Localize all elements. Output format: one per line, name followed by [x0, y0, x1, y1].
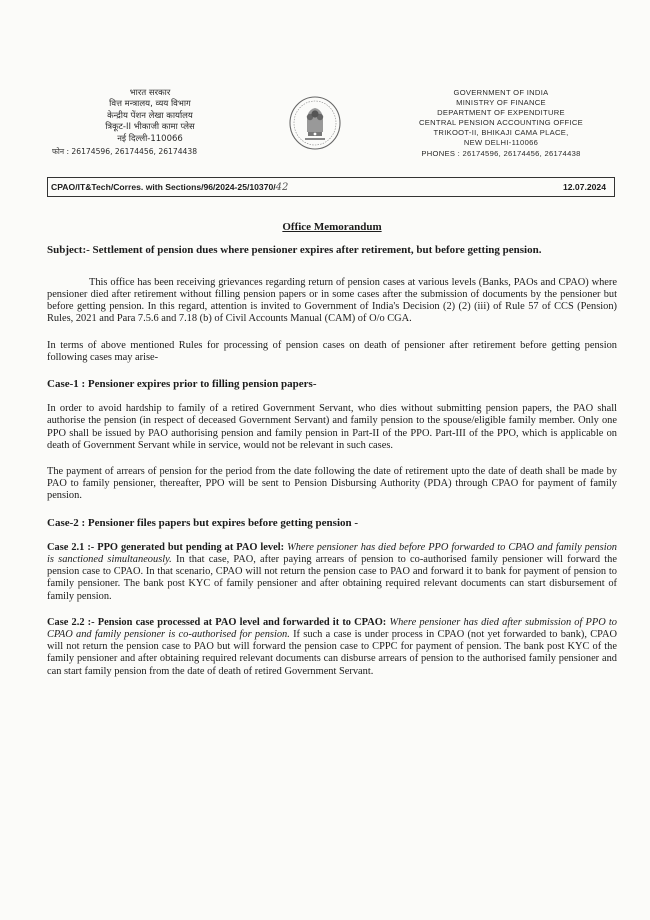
english-letterhead: [376, 88, 626, 159]
memo-body: [47, 221, 617, 692]
case22-paragraph: [47, 617, 617, 678]
case22-condition: Where pensioner has died after submission of PPO to CPAO and family pensioner is co-authorised for pension.: [47, 616, 617, 641]
english-line: CENTRAL PENSION ACCOUNTING OFFICE: [418, 118, 584, 128]
hindi-line: वित्त मन्त्रालय, व्यय विभाग: [109, 99, 191, 110]
case21-condition: Where pensioner has died before PPO forwarded to CPAO and family pension is sanctioned simultaneously.: [47, 541, 617, 566]
intro-paragraph: This office has been receiving grievances regarding return of pension cases at various levels (Banks, PAOs and CPAO) where pensioner died after retirement without filling pension papers or in some cases after the submission of documents by the pensioner but before getting pension. In this regard, attention is invited to Government of India's Decision (2) (2) (iii) of Rule 57 of CCS (Pension) Rules, 2021 and Para 7.5.6 and 7.18 (b) of Civil Accounts Manual (CAM) of O/o CGA.: [47, 276, 617, 325]
english-line: MINISTRY OF FINANCE: [456, 98, 546, 108]
case22-heading: Case 2.2 :- Pension case processed at PAO level and forwarded it to CPAO:: [47, 616, 387, 628]
national-emblem-icon: [288, 95, 342, 151]
hindi-letterhead: [50, 88, 250, 157]
memo-subject: Subject:- Settlement of pension dues where pensioner expires after retirement, but before getting pension.: [47, 244, 542, 257]
reference-number: CPAO/IT&Tech/Corres. with Sections/96/2024-25/10370/42: [51, 182, 289, 193]
hindi-phone: फोन : 26174596, 26174456, 26174438: [52, 147, 198, 157]
english-line: GOVERNMENT OF INDIA: [453, 88, 549, 97]
case21-text: In that case, PAO, after paying arrears of pension to co-authorised family pensioner will forward the pension case to CPAO. In that scenario, CPAO will not return the pension case to PAO and forward it to bank for payment of pension to family pensioner. The bank post KYC of family pensioner and after obtaining required relevant documents can start disbursement of family pension.: [47, 554, 617, 602]
case1-paragraph: In order to avoid hardship to family of a retired Government Servant, who dies without submitting pension papers, the PAO shall authorise the pension (in respect of deceased Government Servant) and family pension to the spouse/eligible family member. Only one PPO shall be issued by PAO authorising pension and family pension in Part-II of the PPO. Part-III of the PPO, which is applicable on death of Government Servant while in service, would not be relevant in such cases.: [47, 403, 617, 451]
hindi-line: त्रिकूट-II भीकाजी कामा प्लेस: [105, 122, 195, 133]
case21-paragraph: [47, 542, 617, 603]
rules-paragraph: In terms of above mentioned Rules for processing of pension cases on death of pensioner after retirement before getting pension following cases may arise-: [47, 339, 617, 363]
hindi-line: नई दिल्ली-110066: [117, 133, 183, 144]
case21-heading: Case 2.1 :- PPO generated but pending at PAO level:: [47, 541, 285, 553]
english-line: NEW DELHI-110066: [463, 138, 539, 148]
handwritten-number: 42: [275, 182, 289, 193]
case2-heading: Case-2 : Pensioner files papers but expires before getting pension -: [47, 516, 359, 529]
hindi-line: भारत सरकार: [129, 88, 171, 98]
case1-arrears-paragraph: The payment of arrears of pension for the period from the date following the date of retirement upto the date of death shall be made by PAO to family pensioner, thereafter, PPO will be sent to Pension Disbursing Authority (PDA) through CPAO for payment of family pension.: [47, 466, 617, 502]
reference-box: [47, 177, 615, 197]
hindi-line: केन्द्रीय पेंशन लेखा कार्यालय: [107, 110, 193, 121]
memo-date: 12.07.2024: [562, 182, 606, 192]
english-line: DEPARTMENT OF EXPENDITURE: [437, 108, 565, 118]
english-phone: PHONES : 26174596, 26174456, 26174438: [421, 148, 581, 158]
memo-title: Office Memorandum: [282, 221, 382, 233]
english-line: TRIKOOT-II, BHIKAJI CAMA PLACE,: [433, 128, 569, 138]
case1-heading: Case-1 : Pensioner expires prior to filling pension papers-: [47, 378, 317, 391]
case22-text: If such a case is under process in CPAO (not yet forwarded to bank), CPAO will not return the pension case to PAO but will forward the pension case to CPPC for payment of pension. The bank post KYC of the family pensioner and after obtaining required relevant documents can disburse arrears of pension to the authorised family pensioner and can start family pension from the date of death of retired Government Servant.: [47, 629, 617, 677]
